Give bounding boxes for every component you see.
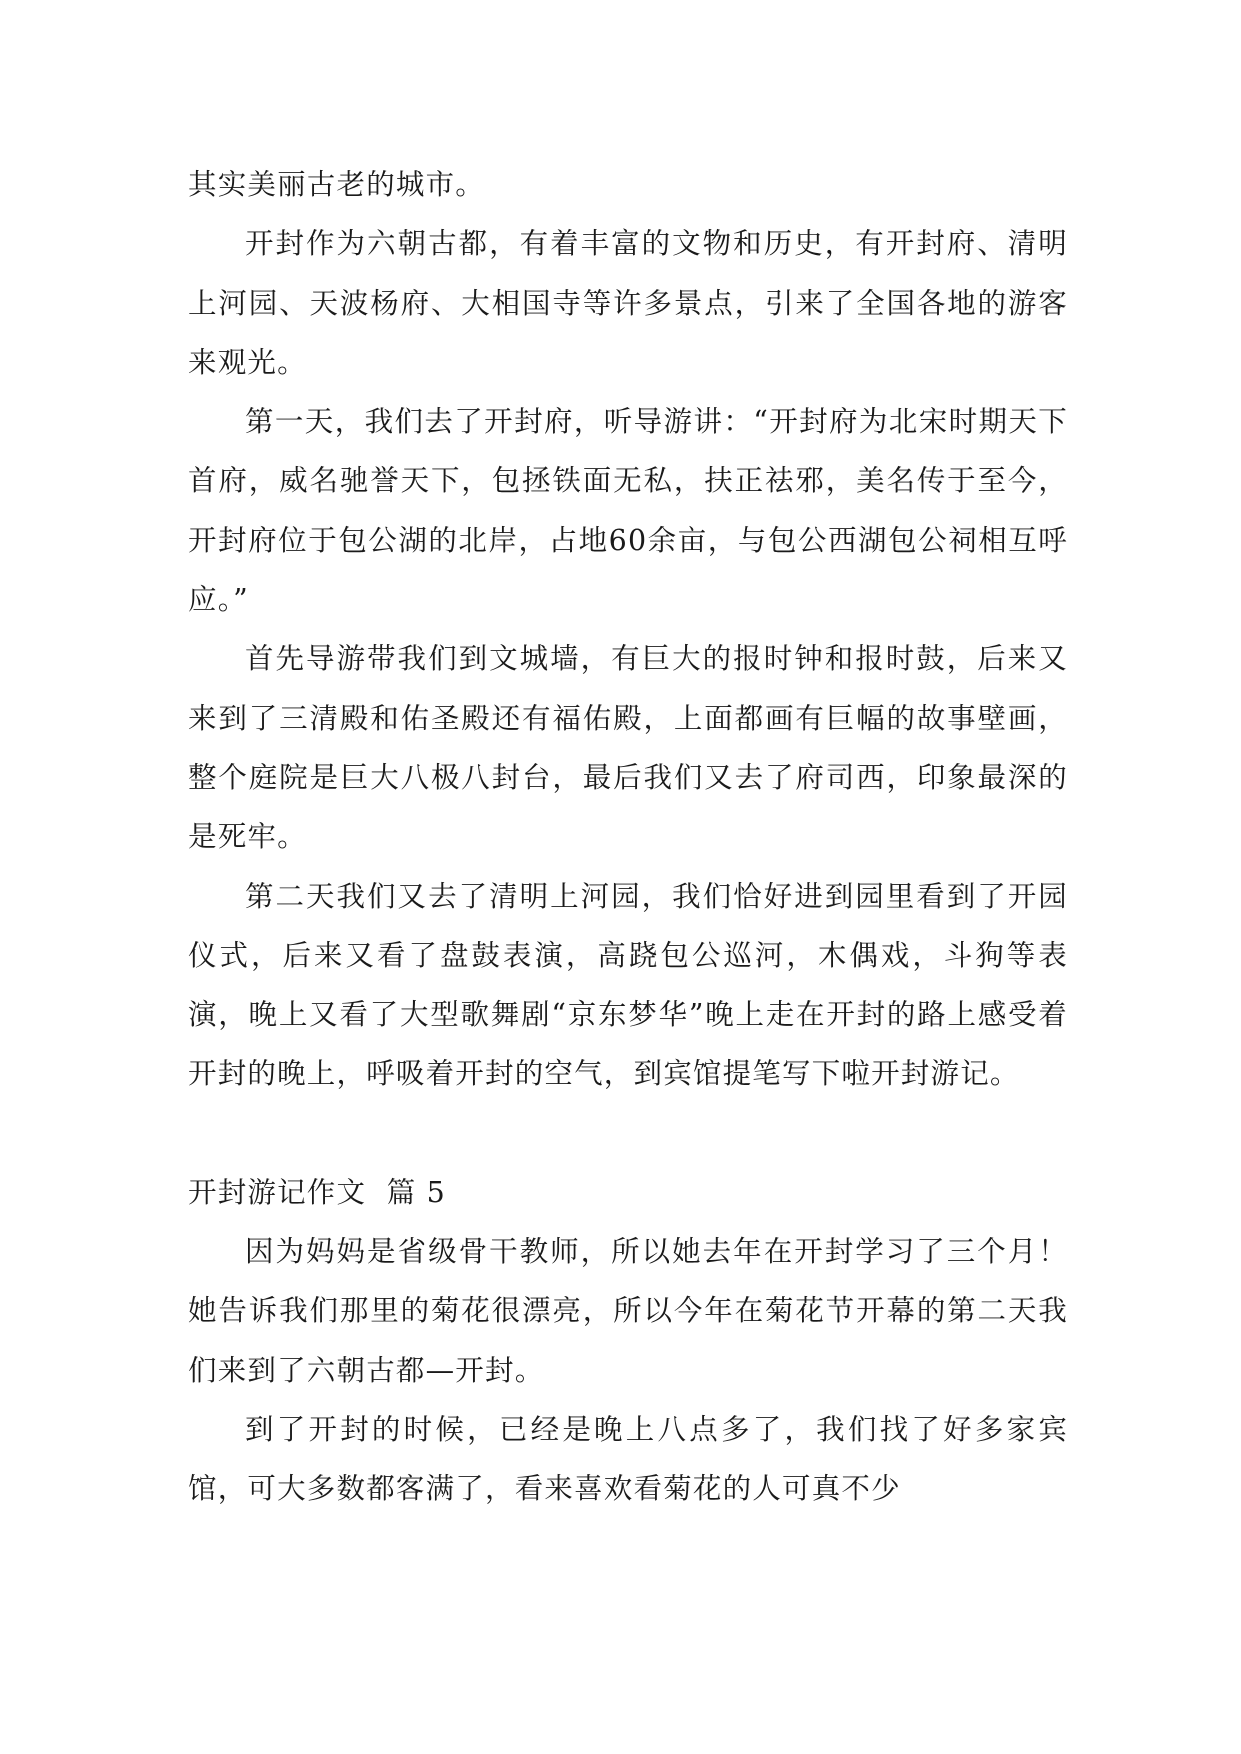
paragraph-city-wall: 首先导游带我们到文城墙，有巨大的报时钟和报时鼓，后来又来到了三清殿和佑圣殿还有福佑殿，上面都画有巨幅的故事壁画，整个庭院是巨大八极八封台，最后我们又去了府司西，印象最深的是死牢。 [188, 642, 1068, 854]
paragraph-second-day: 第二天我们又去了清明上河园，我们恰好进到园里看到了开园仪式，后来又看了盘鼓表演，高跷包公巡河，木偶戏，斗狗等表演，晚上又看了大型歌舞剧“京东梦华”晚上走在开封的路上感受着开封的晚上，呼吸着开封的空气，到宾馆提笔写下啦开封游记。 [188, 879, 1068, 1091]
paragraph-kaifeng-intro: 开封作为六朝古都，有着丰富的文物和历史，有开封府、清明上河园、天波杨府、大相国寺等许多景点，引来了全国各地的游客来观光。 [188, 227, 1068, 379]
paragraph-mother-teacher: 因为妈妈是省级骨干教师，所以她去年在开封学习了三个月！她告诉我们那里的菊花很漂亮，所以今年在菊花节开幕的第二天我们来到了六朝古都—开封。 [188, 1235, 1068, 1387]
continued-paragraph: 其实美丽古老的城市。 [188, 168, 486, 201]
article-body [188, 155, 1068, 1519]
paragraph-first-day: 第一天，我们去了开封府，听导游讲：“开封府为北宋时期天下首府，威名驰誉天下，包拯铁面无私，扶正祛邪，美名传于至今，开封府位于包公湖的北岸，占地60余亩，与包公西湖包公祠相互呼应。” [188, 405, 1068, 617]
paragraph-arrival: 到了开封的时候，已经是晚上八点多了，我们找了好多家宾馆，可大多数都客满了，看来喜欢看菊花的人可真不少 [188, 1412, 1068, 1506]
section-heading: 开封游记作文 篇 5 [188, 1175, 447, 1209]
